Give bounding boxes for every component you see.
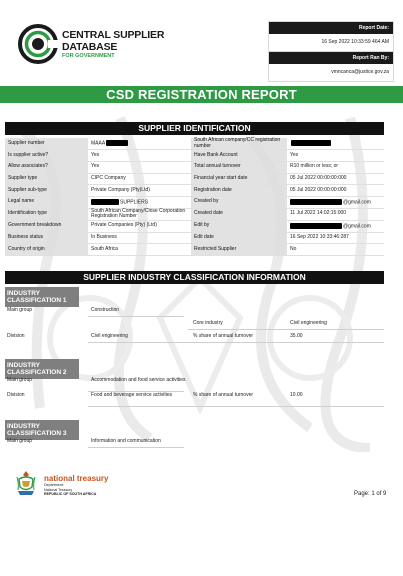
national-coat-of-arms-icon bbox=[16, 470, 36, 498]
ic2-division-label: Division bbox=[7, 392, 25, 398]
field-value-text: Yes bbox=[91, 151, 100, 158]
field-value-text: 11 Jul 2022 14:02:15:000 bbox=[290, 210, 347, 217]
field-value-text: 05 Jul 2022 00:00:00:000 bbox=[290, 186, 347, 193]
field-label-text: Total annual turnover bbox=[194, 163, 241, 170]
ic1-main-group-value: Construction bbox=[91, 307, 120, 313]
report-date-value: 16 Sep 2022 10:33:59 464 AM bbox=[321, 39, 389, 45]
field-value-text: 16 Sep 2022 10:33:46:287 bbox=[290, 234, 349, 241]
field-value bbox=[88, 185, 191, 197]
field-value bbox=[287, 162, 384, 174]
ic2-main-group-value: Accommodation and food service activities bbox=[91, 377, 186, 383]
brand-name bbox=[62, 30, 164, 60]
ic1-share-label: % share of annual turnover bbox=[193, 333, 254, 339]
national-treasury-brand bbox=[44, 475, 108, 497]
field-value-text: Private Company (Pty)Ltd) bbox=[91, 186, 150, 193]
field-label bbox=[191, 185, 287, 197]
field-label bbox=[5, 233, 88, 245]
field-label bbox=[5, 244, 88, 256]
field-label-text: Allow associates? bbox=[8, 163, 48, 170]
ic2-share-value: 10.00 bbox=[290, 392, 303, 398]
field-value bbox=[287, 244, 384, 256]
field-value-text: SUPPLIERS bbox=[120, 199, 149, 206]
industry-classification-3-header: INDUSTRY CLASSIFICATION 3 bbox=[5, 420, 79, 440]
field-label bbox=[5, 185, 88, 197]
field-label bbox=[191, 221, 287, 233]
field-value-text: MAAA bbox=[91, 140, 106, 147]
field-value bbox=[287, 150, 384, 162]
field-value bbox=[88, 150, 191, 162]
field-label bbox=[5, 221, 88, 233]
field-label-text: Edit date bbox=[194, 234, 214, 241]
field-label bbox=[191, 138, 287, 150]
ic2-division-value: Food and beverage service activities bbox=[91, 392, 173, 398]
industry-classification-2-header: INDUSTRY CLASSIFICATION 2 bbox=[5, 359, 79, 379]
republic-name: REPUBLIC OF SOUTH AFRICA bbox=[44, 492, 97, 497]
field-label-text: Created date bbox=[194, 210, 223, 217]
field-label-text: Business status bbox=[8, 234, 44, 241]
field-value-text: Private Companies (Pty) (Ltd) bbox=[91, 222, 157, 229]
redaction-block bbox=[291, 140, 331, 146]
ic3-main-group-label: Main group bbox=[7, 438, 33, 444]
ic1-core-industry-value: Civil engineering bbox=[290, 320, 327, 326]
section-supplier-identification: SUPPLIER IDENTIFICATION bbox=[5, 122, 384, 135]
brand-line-2: DATABASE bbox=[62, 40, 118, 53]
field-label-text: Edit by bbox=[194, 222, 210, 229]
field-value bbox=[88, 174, 191, 186]
report-ran-by-box bbox=[268, 51, 394, 82]
field-label bbox=[5, 150, 88, 162]
table-row bbox=[5, 174, 384, 186]
field-value bbox=[287, 197, 384, 209]
table-row bbox=[5, 197, 384, 209]
field-label-text: Restricted Supplier bbox=[194, 245, 237, 252]
field-value bbox=[88, 233, 191, 245]
ic1-core-industry-label: Core industry bbox=[193, 320, 223, 326]
redaction-block bbox=[290, 199, 342, 205]
field-value bbox=[287, 138, 384, 150]
ic1-division-value: Civil engineering bbox=[91, 333, 128, 339]
field-label bbox=[191, 197, 287, 209]
field-label bbox=[5, 209, 88, 221]
field-label-text: Financial year start date bbox=[194, 175, 248, 182]
field-label bbox=[5, 138, 88, 150]
field-value bbox=[287, 209, 384, 221]
field-label bbox=[5, 162, 88, 174]
field-value-text: @gmail.com bbox=[343, 223, 371, 230]
page-number: Page: 1 of 9 bbox=[354, 491, 387, 497]
field-value bbox=[287, 233, 384, 245]
table-row bbox=[5, 233, 384, 245]
divider bbox=[88, 342, 384, 343]
table-row bbox=[5, 162, 384, 174]
ic3-main-group-value: Information and communication bbox=[91, 438, 161, 444]
field-value bbox=[88, 162, 191, 174]
divider bbox=[88, 447, 184, 448]
ic2-share-label: % share of annual turnover bbox=[193, 392, 254, 398]
section-industry-classification: SUPPLIER INDUSTRY CLASSIFICATION INFORMATION bbox=[5, 271, 384, 284]
field-label bbox=[5, 174, 88, 186]
field-label-text: Supplier type bbox=[8, 175, 38, 182]
department-label: Department: bbox=[44, 483, 64, 487]
field-label-text: Supplier number bbox=[8, 139, 45, 146]
field-label-text: Identification type bbox=[8, 210, 47, 217]
ic1-share-value: 35.00 bbox=[290, 333, 303, 339]
field-value-text: In Business bbox=[91, 234, 117, 241]
supplier-identification-table bbox=[5, 138, 384, 256]
redaction-block bbox=[106, 140, 128, 146]
field-label bbox=[191, 209, 287, 221]
field-value bbox=[287, 174, 384, 186]
field-value-text: R10 million or less; or bbox=[290, 163, 339, 170]
field-label bbox=[5, 197, 88, 209]
field-label-text: Supplier sub-type bbox=[8, 186, 47, 193]
field-value-text: No bbox=[290, 245, 297, 252]
field-value-text: 05 Jul 2022 00:00:00:000 bbox=[290, 175, 347, 182]
field-value-text: Yes bbox=[290, 151, 299, 158]
field-label-text: South African company/CC registration number bbox=[194, 137, 281, 149]
field-value-text: South African Company/Close Corporation Registration Number bbox=[91, 207, 186, 220]
field-label bbox=[191, 162, 287, 174]
field-label bbox=[191, 244, 287, 256]
field-value bbox=[287, 185, 384, 197]
field-label-text: Created by bbox=[194, 198, 219, 205]
field-label-text: Have Bank Account bbox=[194, 151, 238, 158]
brand-line-1: CENTRAL SUPPLIER bbox=[62, 29, 165, 41]
table-row bbox=[5, 150, 384, 162]
divider bbox=[88, 316, 184, 317]
field-value-text: South Africa bbox=[91, 245, 118, 252]
table-row bbox=[5, 209, 384, 221]
field-value-text: @gmail.com bbox=[343, 199, 371, 206]
field-label-text: Is supplier active? bbox=[8, 151, 49, 158]
field-value bbox=[88, 209, 191, 221]
brand-line-3: FOR GOVERNMENT bbox=[62, 53, 115, 59]
field-label bbox=[191, 174, 287, 186]
industry-classification-1-header: INDUSTRY CLASSIFICATION 1 bbox=[5, 287, 79, 307]
field-label-text: Country of origin bbox=[8, 245, 45, 252]
table-row bbox=[5, 221, 384, 233]
field-value-text: Yes bbox=[91, 163, 100, 170]
department-name: National Treasury bbox=[44, 487, 73, 492]
ic2-main-group-label: Main group bbox=[7, 377, 33, 383]
report-date-box bbox=[268, 21, 394, 52]
field-value bbox=[88, 244, 191, 256]
ic1-main-group-label: Main group bbox=[7, 307, 33, 313]
table-row bbox=[5, 138, 384, 150]
divider bbox=[188, 329, 384, 330]
redaction-block bbox=[91, 199, 119, 205]
report-ran-by-value: vmncanca@justice.gov.za bbox=[331, 69, 389, 75]
table-row bbox=[5, 244, 384, 256]
field-label bbox=[191, 233, 287, 245]
table-row bbox=[5, 185, 384, 197]
field-value bbox=[88, 221, 191, 233]
field-label-text: Government breakdown bbox=[8, 222, 62, 229]
field-label bbox=[191, 150, 287, 162]
field-value bbox=[287, 221, 384, 233]
national-treasury-name: national treasury bbox=[44, 474, 109, 483]
csd-logo-icon bbox=[18, 24, 62, 64]
report-date-label: Report Date: bbox=[269, 22, 393, 34]
field-value bbox=[88, 138, 191, 150]
report-ran-by-label: Report Ran By: bbox=[269, 52, 393, 64]
field-label-text: Registration date bbox=[194, 186, 232, 193]
field-label-text: Legal name bbox=[8, 198, 35, 205]
redaction-block bbox=[290, 223, 342, 229]
divider bbox=[88, 406, 384, 407]
page-title: CSD REGISTRATION REPORT bbox=[0, 86, 403, 103]
ic1-division-label: Division bbox=[7, 333, 25, 339]
field-value-text: CIPC Company bbox=[91, 175, 126, 182]
